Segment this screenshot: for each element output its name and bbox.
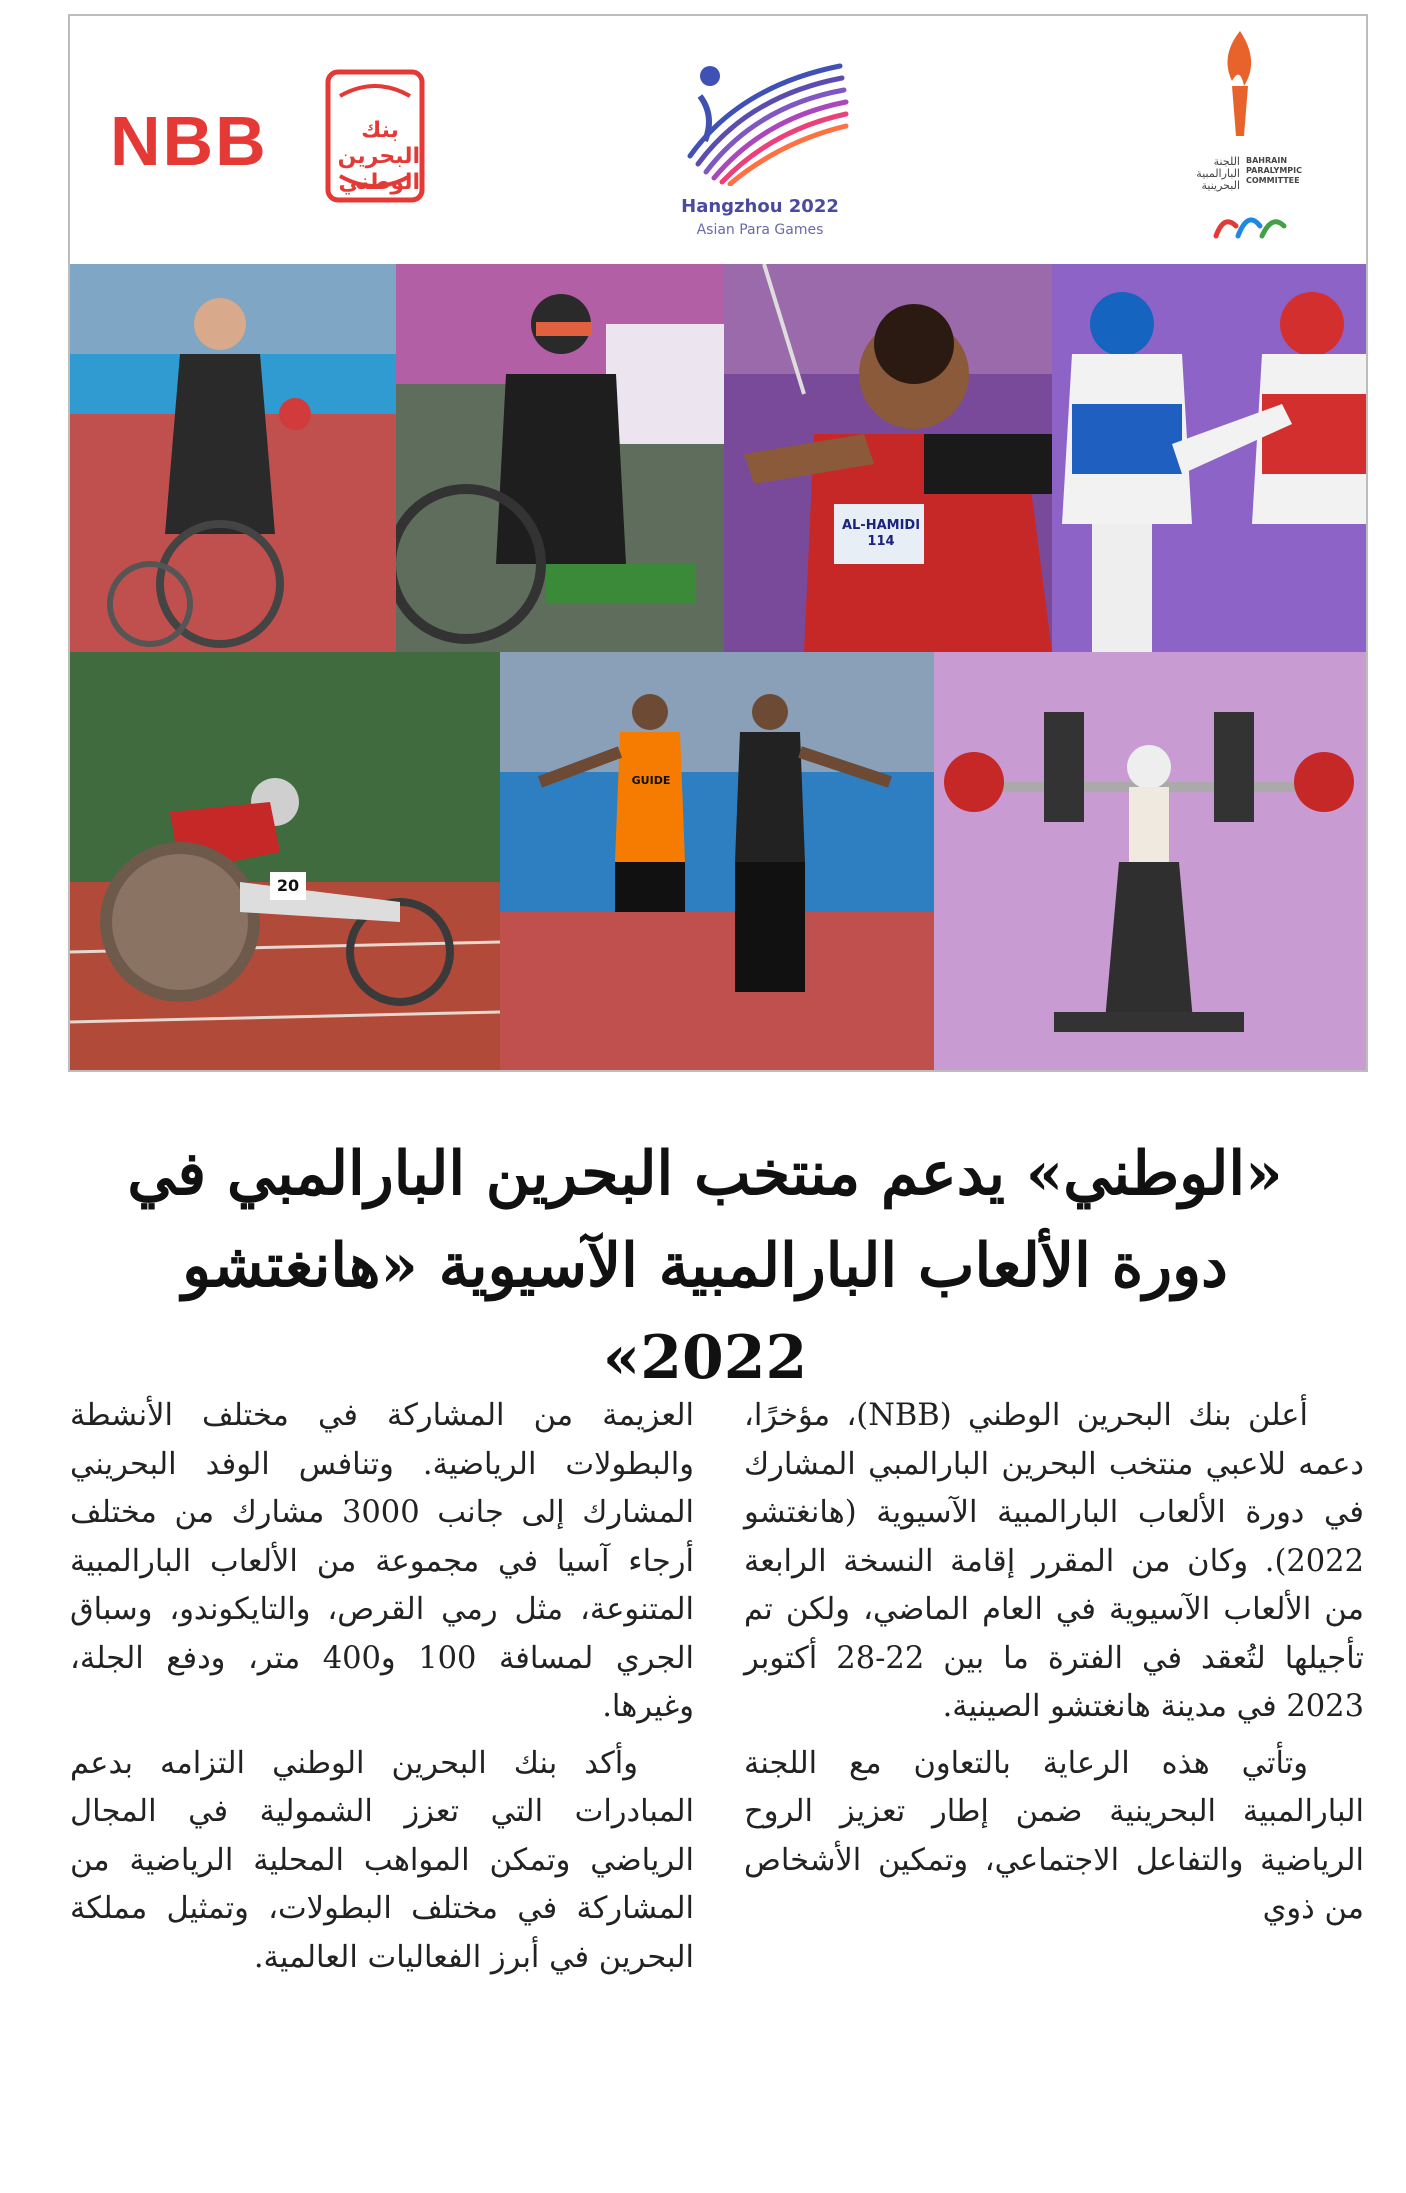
hangzhou-logo-subtitle: Asian Para Games [696,222,824,238]
photo-handcyclist [396,264,724,652]
article-paragraph: أعلن بنك البحرين الوطني (NBB)، مؤخرًا، دعمه للاعبي منتخب البحرين البارالمبي المشارك في دورة الألعاب البارالمبية الآسيوية (هانغتشو 2022). وكان من المقرر إقامة النسخة الرابعة من الألعاب الآسيوية في العام الماضي، ولكن تم تأجيلها لتُعقد في الفترة ما بين 22-28 أكتوبر 2023 في مدينة هانغتشو الصينية. [744,1398,1365,1724]
article-column-left [70,1392,694,2182]
photo-shot-put [724,264,1052,652]
photo-bib-label: GUIDE [631,774,671,787]
photo-bib-label: 20 [276,876,300,895]
hangzhou-logo-title: Hangzhou 2022 [681,196,839,217]
bahrain-paralympic-logo [1190,26,1320,256]
photo-wheelchair-racer [70,652,500,1072]
handcyclist-illustration [396,264,724,652]
hangzhou-logo [630,36,890,256]
article-paragraph: العزيمة من المشاركة في مختلف الأنشطة والبطولات الرياضية. وتنافس الوفد البحريني المشارك إلى جانب 3000 مشارك من مختلف أرجاء آسيا في مجموعة من الألعاب البارالمبية المتنوعة، مثل رمي القرص، والتايكوندو، وسباق الجري لمسافة 100 و400 متر، ودفع الجلة، وغيرها. [70,1398,694,1724]
photo-medalist-wheelchair [70,264,396,652]
taekwondo-illustration [1052,264,1366,652]
photo-taekwondo [1052,264,1366,652]
hangzhou-emblem-icon [670,46,850,186]
photo-powerlifting [934,652,1366,1072]
medalist-athlete-illustration [70,264,396,652]
article-paragraph: وتأتي هذه الرعاية بالتعاون مع اللجنة البارالمبية البحرينية ضمن إطار تعزيز الروح الرياضية والتفاعل الاجتماعي، وتمكين الأشخاص من ذوي [744,1745,1364,1926]
sponsor-logo-bar [70,16,1366,264]
nbb-logo-text: NBB [110,102,268,180]
guided-sprint-illustration [500,652,934,1072]
nbb-logo [110,66,440,216]
article-paragraph: وأكد بنك البحرين الوطني التزامه بدعم المبادرات التي تعزز الشمولية في المجال الرياضي وتمكن المواهب المحلية الرياضية من المشاركة في مختلف البطولات، وتمثيل مملكة البحرين في أبرز الفعاليات العالمية. [70,1745,694,1975]
headline-line-2: دورة الألعاب البارالمبية الآسيوية «هانغتشو 2022» [182,1231,1228,1393]
article-column-right [744,1392,1364,2182]
photo-guided-sprint [500,652,934,1072]
article-headline [70,1128,1340,1404]
shot-put-athlete-illustration [724,264,1052,652]
headline-line-1: «الوطني» يدعم منتخب البحرين البارالمبي في [127,1139,1283,1209]
paralympic-agitos-icon [1210,208,1290,244]
header-image-panel [68,14,1368,1072]
powerlifting-illustration [934,652,1366,1072]
bpc-logo-english: BAHRAIN PARALYMPIC COMMITTEE [1246,156,1302,185]
nbb-logo-arabic: بنك البحرين الوطني [337,118,420,195]
torch-icon [1210,26,1270,146]
photo-bib-label: AL-HAMIDI 114 [841,518,921,549]
wheelchair-racer-illustration [70,652,500,1072]
bpc-logo-arabic: اللجنة البارالمبية البحرينية [1196,155,1240,192]
